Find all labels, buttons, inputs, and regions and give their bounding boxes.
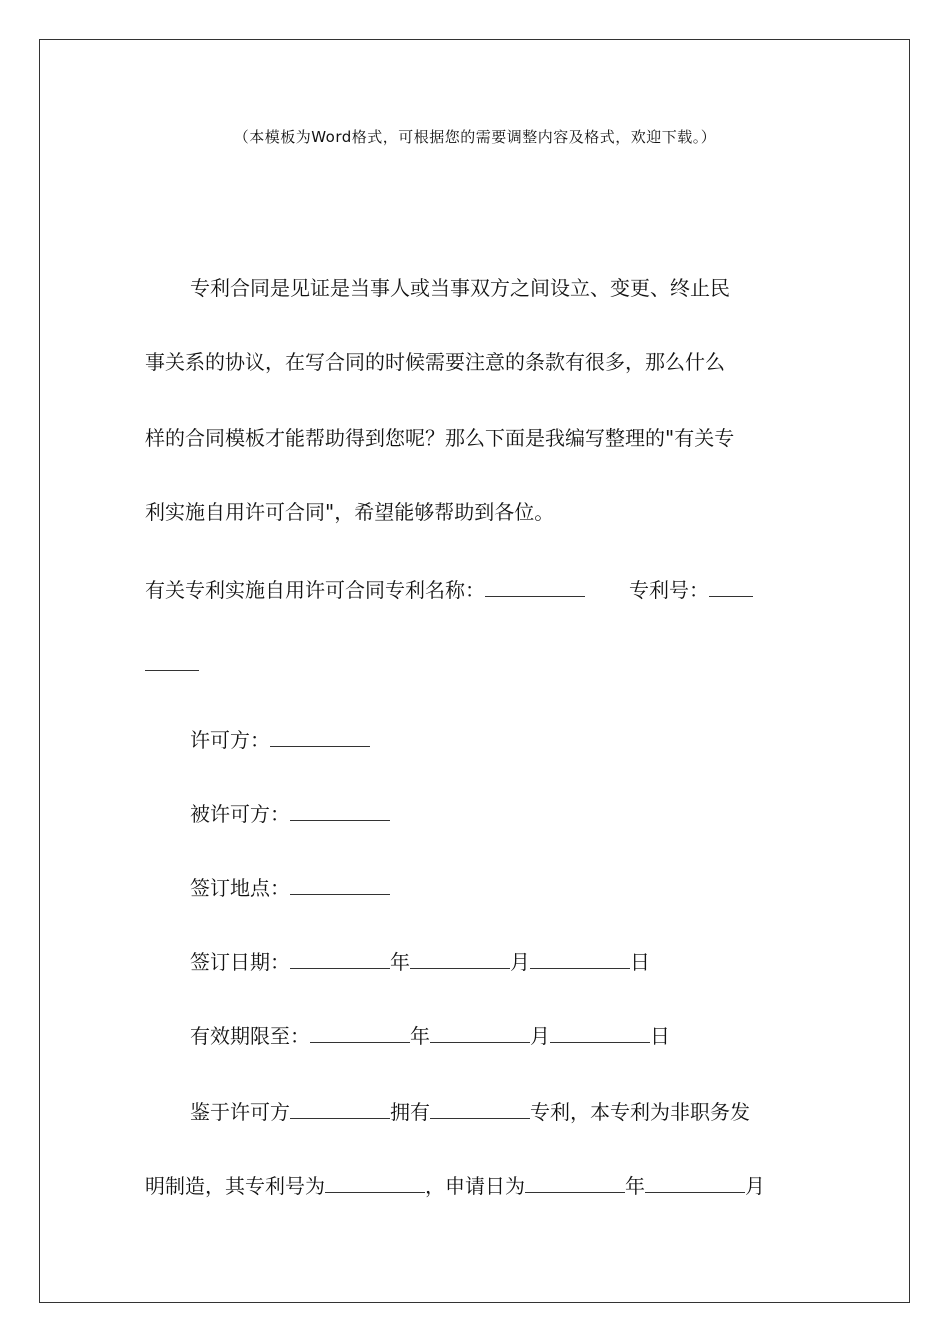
intro-line-1: 专利合同是见证是当事人或当事双方之间设立、变更、终止民 [190,276,730,300]
body-text: 年 [625,1174,645,1198]
valid-until-line [190,1022,670,1048]
apply-year-blank[interactable] [525,1172,625,1193]
sign-place-line [190,874,390,900]
licensor-blank[interactable] [270,726,370,747]
intro-line-4: 利实施自用许可合同"，希望能够帮助到各位。 [145,500,555,524]
body-text: 月 [745,1174,765,1198]
month-label: 月 [510,950,530,974]
sign-date-line [190,948,650,974]
body-line-1 [190,1098,750,1124]
patent-no-continuation [145,650,199,676]
day-label: 日 [630,950,650,974]
year-label: 年 [410,1024,430,1048]
body-text: ，申请日为 [425,1174,525,1198]
valid-month-blank[interactable] [430,1022,530,1043]
licensee-blank[interactable] [290,800,390,821]
licensee-line [190,800,390,826]
sign-date-label: 签订日期： [190,950,290,974]
body-text: 明制造，其专利号为 [145,1174,325,1198]
sign-place-blank[interactable] [290,874,390,895]
sign-month-blank[interactable] [410,948,510,969]
body-text: 专利，本专利为非职务发 [530,1100,750,1124]
sign-day-blank[interactable] [530,948,630,969]
valid-day-blank[interactable] [550,1022,650,1043]
licensor-label: 许可方： [190,728,270,752]
body-text: 拥有 [390,1100,430,1124]
patent-name-line [145,576,753,602]
licensor-name-blank[interactable] [290,1098,390,1119]
sign-year-blank[interactable] [290,948,390,969]
header-note: （本模板为Word格式，可根据您的需要调整内容及格式，欢迎下载。） [233,128,717,146]
body-text: 鉴于许可方 [190,1100,290,1124]
apply-month-blank[interactable] [645,1172,745,1193]
sign-place-label: 签订地点： [190,876,290,900]
valid-until-label: 有效期限至： [190,1024,310,1048]
patent-number-blank[interactable] [325,1172,425,1193]
body-line-2 [145,1172,765,1198]
patent-name-label: 有关专利实施自用许可合同专利名称： [145,578,485,602]
month-label: 月 [530,1024,550,1048]
patent-no-label: 专利号： [629,578,709,602]
patent-no-blank[interactable] [709,576,753,597]
licensor-line [190,726,370,752]
patent-name-blank[interactable] [485,576,585,597]
intro-line-2: 事关系的协议，在写合同的时候需要注意的条款有很多，那么什么 [145,350,725,374]
day-label: 日 [650,1024,670,1048]
valid-year-blank[interactable] [310,1022,410,1043]
intro-line-3: 样的合同模板才能帮助得到您呢？那么下面是我编写整理的"有关专 [145,426,735,450]
year-label: 年 [390,950,410,974]
patent-no-blank-cont[interactable] [145,650,199,671]
licensee-label: 被许可方： [190,802,290,826]
patent-blank[interactable] [430,1098,530,1119]
